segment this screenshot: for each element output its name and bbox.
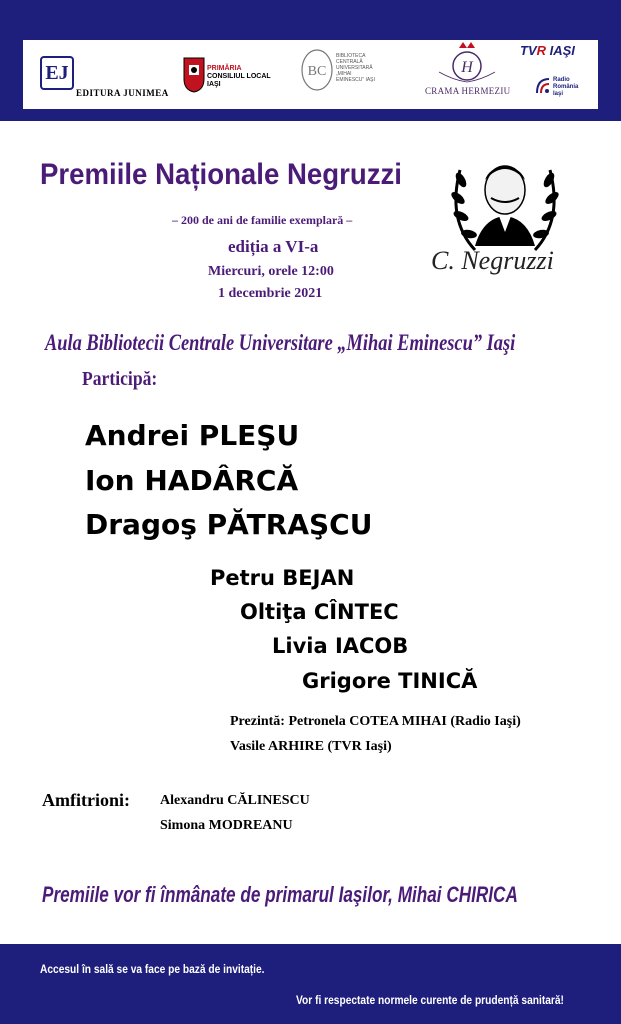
presenters-line1: Prezintă: Petronela COTEA MIHAI (Radio Iaşi): [230, 714, 521, 729]
hosts-label: Amfitrioni:: [42, 790, 130, 810]
junimea-mark: EJ: [40, 56, 74, 90]
crest-icon: [183, 57, 205, 93]
event-subtitle: – 200 de ani de familie exemplară –: [172, 213, 353, 227]
primaria-line3: IAŞI: [207, 81, 221, 88]
safety-note: Vor fi respectate normele curente de prudență sanitară!: [296, 993, 564, 1007]
tvr-tv: TV: [520, 43, 537, 58]
venue: Aula Bibliotecii Centrale Universitare „Mihai Eminescu” Iaşi: [45, 330, 516, 355]
bottom-band: [0, 944, 621, 1024]
tvr-city: IAŞI: [549, 43, 575, 58]
presenters-line2: Vasile ARHIRE (TVR Iaşi): [230, 739, 392, 754]
primaria-line1: PRIMĂRIA: [207, 65, 242, 72]
participant-name: Dragoş PĂTRAŞCU: [85, 508, 373, 541]
primaria-line2: CONSILIUL LOCAL: [207, 73, 271, 80]
svg-text:BC: BC: [307, 64, 327, 79]
event-date: 1 decembrie 2021: [218, 286, 323, 301]
junimea-name: EDITURA JUNIMEA: [76, 88, 169, 98]
participant-name: Livia IACOB: [272, 634, 409, 658]
bcu-logo: [300, 48, 375, 97]
participant-name: Ion HADÂRCĂ: [85, 464, 299, 497]
radio-line1: Radio: [553, 77, 570, 83]
radio-wave-icon: [535, 77, 551, 95]
access-note: Accesul în sală se va face pe bază de invitație.: [40, 962, 265, 976]
participant-name: Petru BEJAN: [210, 566, 355, 590]
host-name: Simona MODREANU: [160, 818, 293, 833]
event-edition: ediția a VI-a: [228, 237, 319, 256]
crama-name: CRAMA HERMEZIU: [425, 86, 511, 96]
tvr-r: R: [536, 43, 547, 58]
crama-emblem-icon: [425, 42, 509, 86]
negruzzi-signature: C. Negruzzi: [431, 246, 554, 275]
tvr-iasi-logo: [520, 43, 575, 58]
participant-name: Oltiţa CÎNTEC: [240, 600, 399, 624]
host-name: Alexandru CĂLINESCU: [160, 793, 310, 808]
bcu-name: BIBLIOTECA CENTRALĂ UNIVERSITARĂ „MIHAI EMINESCU” IAŞI: [336, 53, 375, 83]
negruzzi-portrait: [425, 150, 600, 295]
crama-hermeziu-logo: [425, 42, 511, 96]
participant-name: Andrei PLEŞU: [85, 419, 300, 452]
bcu-emblem-icon: [300, 48, 334, 92]
radio-line3: Iaşi: [553, 91, 564, 97]
radio-romania-iasi-logo: [535, 77, 579, 100]
event-title: Premiile Naționale Negruzzi: [40, 158, 402, 191]
radio-line2: România: [553, 84, 579, 90]
participant-name: Grigore TINICĂ: [302, 669, 478, 693]
svg-text:H: H: [461, 59, 473, 76]
event-time: Miercuri, orele 12:00: [208, 264, 334, 279]
participants-label: Participă:: [82, 368, 158, 390]
awards-note: Premiile vor fi înmânate de primarul Iaşilor, Mihai CHIRICA: [42, 882, 518, 907]
